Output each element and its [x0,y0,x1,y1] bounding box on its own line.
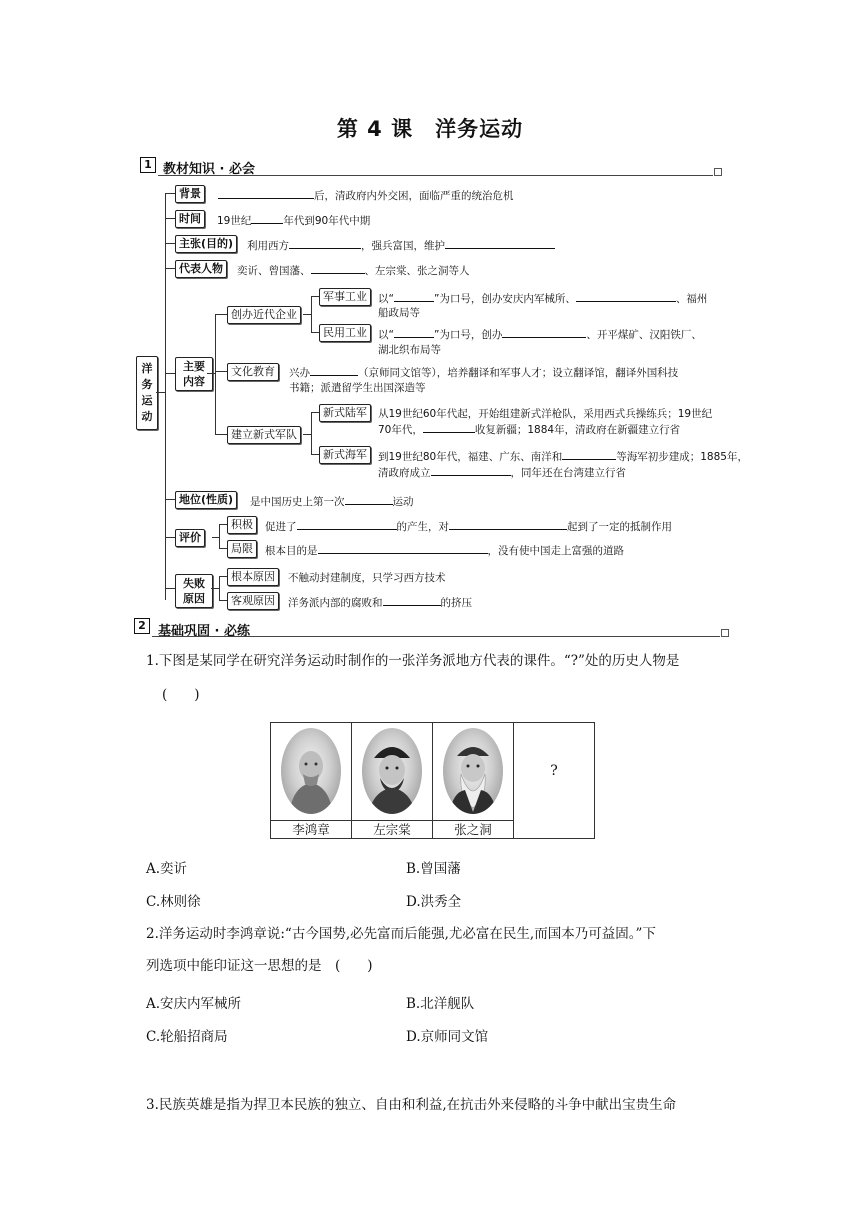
connector [156,392,165,393]
connector [219,600,227,601]
background-label: 背景 [175,185,205,203]
connector [311,454,319,455]
connector [215,434,227,435]
evaluation-positive-label: 积极 [227,516,257,534]
portrait-image [362,728,422,814]
connector [311,296,319,297]
evaluation-limit-label: 局限 [227,540,257,558]
failure-label: 失败原因 [175,574,213,608]
failure-objective-text: 洋务派内部的腐败和 的挤压 [288,594,472,610]
failure-root-label: 根本原因 [227,568,279,586]
connector [165,373,175,374]
new-navy-label: 新式海军 [319,446,371,464]
question-2-stem: 2.洋务运动时李鸿章说:“古今国势,必先富而后能强,尤必富在民生,而国本乃可益固。”下 [146,926,656,942]
education-text: 兴办 （京师同文馆等），培养翻译和军事人才；设立翻译馆，翻译外国科技 [289,364,678,380]
connector [311,296,312,332]
content-label: 主要内容 [175,357,213,391]
section-end-mark [721,629,729,637]
civil-industry-text: 以“ ”为口号，创办 、开平煤矿、汉阳铁厂、 [378,326,702,342]
connector [219,524,227,525]
connector [211,588,219,589]
new-navy-text: 到19世纪80年代，福建、广东、南洋和 等海军初步建成；1885年， [378,448,748,464]
new-army-label: 新式陆军 [319,404,371,422]
military-industry-label: 军事工业 [319,288,371,306]
portrait-cell [352,723,433,838]
section-title: 基础巩固 · 必练 [158,624,250,639]
connector [165,193,166,600]
connector [311,332,319,333]
connector [311,412,319,413]
connector [165,588,175,589]
section-divider [152,636,720,637]
page-title: 第 4 课 洋务运动 [336,117,524,141]
portrait-table [270,722,595,839]
evaluation-label: 评价 [175,529,205,547]
evaluation-limit-text: 根本目的是 ，没有使中国走上富强的道路 [265,542,624,558]
military-industry-text-2: 船政局等 [378,307,420,319]
connector [219,576,227,577]
connector [303,434,311,435]
portrait-cell [271,723,352,838]
army-label: 建立新式军队 [227,426,301,444]
section-end-mark [714,168,722,176]
failure-objective-label: 客观原因 [227,592,279,610]
portrait-image [443,728,503,814]
status-text: 是中国历史上第一次 运动 [250,493,414,509]
question-2-option-a[interactable]: A.安庆内军械所 [146,996,242,1012]
civil-industry-text-2: 湖北织布局等 [378,344,441,356]
portrait-caption: 左宗棠 [352,820,432,838]
new-army-text: 从19世纪60年代起，开始组建新式洋枪队，采用西式兵操练兵；19世纪 [378,408,713,420]
connector [207,373,215,374]
section-divider [158,175,713,176]
connector [219,524,220,548]
connector [165,537,175,538]
question-1-stem: 1.下图是某同学在研究洋务运动时制作的一张洋务派地方代表的课件。“?”处的历史人物是 [146,653,680,669]
failure-root-text: 不触动封建制度，只学习西方技术 [288,572,446,584]
section-number: 2 [134,618,150,634]
connector [165,218,175,219]
question-3-stem: 3.民族英雄是指为捍卫本民族的独立、自由和利益,在抗击外来侵略的斗争中献出宝贵生命 [146,1097,677,1113]
connector [165,499,175,500]
connector [165,193,175,194]
portrait-image [281,728,341,814]
portrait-caption: 李鸿章 [271,820,351,838]
connector [215,314,216,434]
connector [165,243,175,244]
section-number: 1 [140,157,156,173]
time-text: 19世纪 年代到90年代中期 [217,212,370,228]
connector [215,314,227,315]
education-label: 文化教育 [227,363,279,381]
question-2-option-b[interactable]: B.北洋舰队 [406,996,475,1012]
portrait-cell-unknown [514,723,594,838]
civil-industry-label: 民用工业 [319,324,371,342]
background-text: 后，清政府内外交困，面临严重的统治危机 [218,187,514,203]
connector [212,537,219,538]
unknown-figure-mark: ? [550,763,558,779]
education-text-2: 书籍；派遣留学生出国深造等 [289,382,426,394]
evaluation-positive-text: 促进了 的产生，对 起到了一定的抵制作用 [265,518,672,534]
mind-map-root: 洋务运动 [136,356,158,430]
purpose-label: 主张(目的) [175,235,237,253]
new-navy-text-2: 清政府成立 ，同年还在台湾建立行省 [378,464,626,480]
connector [219,576,220,600]
question-2-option-d[interactable]: D.京师同文馆 [406,1029,489,1045]
portrait-caption: 张之洞 [433,820,513,838]
connector [311,412,312,454]
question-2-option-c[interactable]: C.轮船招商局 [146,1029,228,1045]
question-2-stem-2: 列选项中能印证这一思想的是 ( ) [146,958,373,974]
enterprise-label: 创办近代企业 [227,306,301,324]
connector [219,548,227,549]
time-label: 时间 [175,210,205,228]
connector [215,371,227,372]
question-1-option-b[interactable]: B.曾国藩 [406,861,461,877]
people-text: 奕䜣、曾国藩、 、左宗棠、张之洞等人 [237,262,470,278]
question-1-option-a[interactable]: A.奕䜣 [146,861,188,877]
connector [165,268,175,269]
people-label: 代表人物 [175,260,227,278]
status-label: 地位(性质) [175,491,237,509]
question-1-option-d[interactable]: D.洪秀全 [406,894,462,910]
question-1-bracket: ( ) [162,687,200,703]
military-industry-text: 以“ ”为口号，创办安庆内军械所、 、福州 [378,290,707,306]
question-1-option-c[interactable]: C.林则徐 [146,894,201,910]
purpose-text: 利用西方 ，强兵富国，维护 [247,237,555,253]
new-army-text-2: 70年代， 收复新疆；1884年，清政府在新疆建立行省 [378,421,680,437]
connector [303,314,311,315]
section-title: 教材知识 · 必会 [163,162,255,177]
portrait-cell [433,723,514,838]
